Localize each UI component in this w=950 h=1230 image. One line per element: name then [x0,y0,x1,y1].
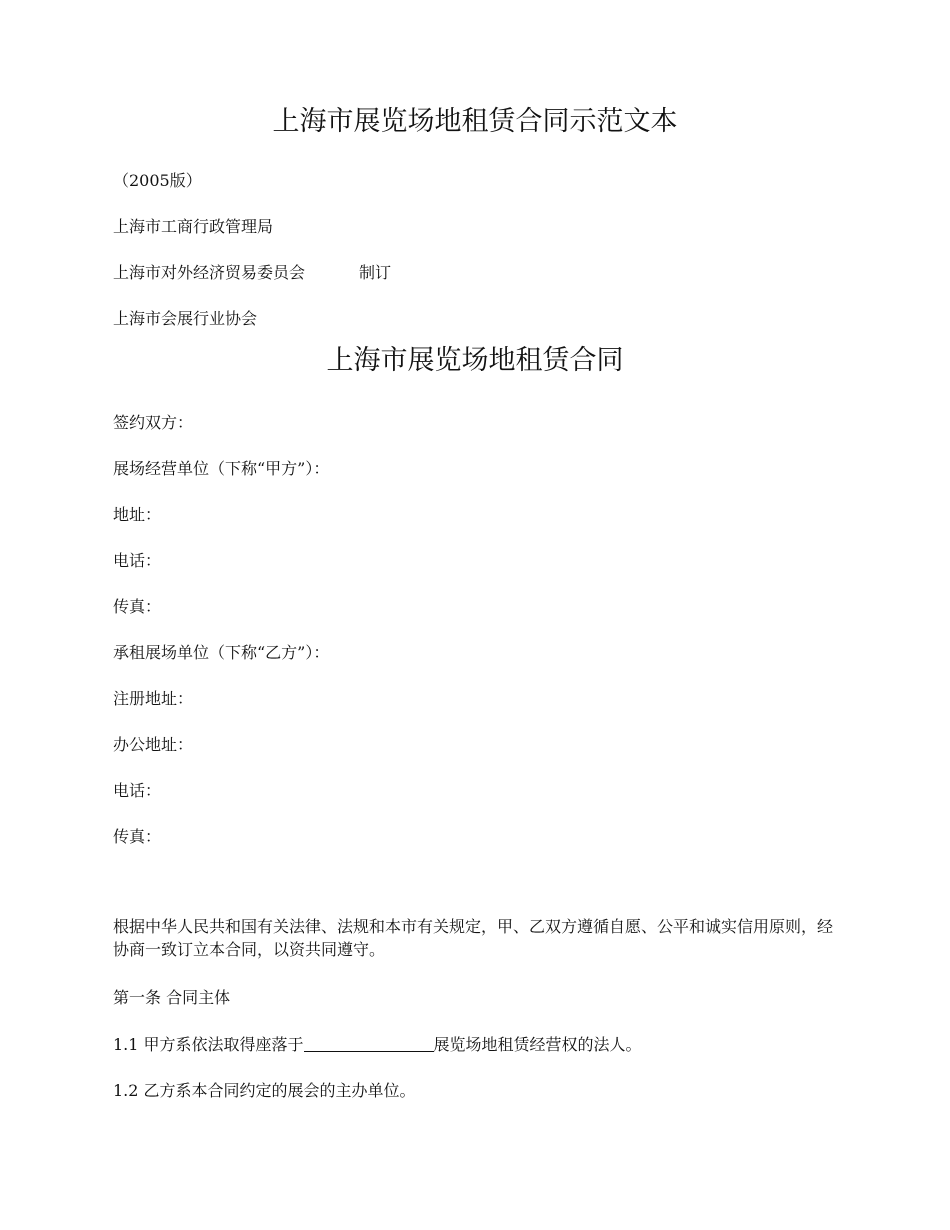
party-b-registered-address: 注册地址： [113,689,194,708]
main-title: 上海市展览场地租赁合同示范文本 [272,106,678,137]
location-blank-field[interactable] [304,1035,434,1052]
party-a-fax: 传真： [113,597,162,616]
party-a-phone: 电话： [113,551,162,570]
issuer-1: 上海市工商行政管理局 [113,217,274,236]
parties-heading: 签约双方： [113,413,194,432]
issuer-3: 上海市会展行业协会 [113,309,258,328]
article-1-heading: 第一条 合同主体 [113,988,231,1007]
party-b-fax: 传真： [113,827,162,846]
issuer-2: 上海市对外经济贸易委员会 [113,263,306,282]
clause-1-1-suffix: 展览场地租赁经营权的法人。 [433,1035,642,1054]
party-b-phone: 电话： [113,781,162,800]
clause-1-1 [113,1033,642,1057]
issuer-2-row [113,261,391,285]
party-b-office-address: 办公地址： [113,735,194,754]
party-b-label: 承租展场单位（下称“乙方”）： [113,643,330,662]
clause-1-1-prefix: 1.1 甲方系依法取得座落于 [113,1035,304,1054]
party-a-label: 展场经营单位（下称“甲方”）： [113,459,330,478]
preamble-paragraph: 根据中华人民共和国有关法律、法规和本市有关规定，甲、乙双方遵循自愿、公平和诚实信用原则，经协商一致订立本合同，以资共同遵守。 [113,917,834,959]
clause-1-2: 1.2 乙方系本合同约定的展会的主办单位。 [113,1081,416,1100]
edition-note: （2005版） [113,171,202,190]
contract-title: 上海市展览场地租赁合同 [326,345,624,376]
issued-action: 制订 [359,263,392,282]
party-a-address: 地址： [113,505,162,524]
